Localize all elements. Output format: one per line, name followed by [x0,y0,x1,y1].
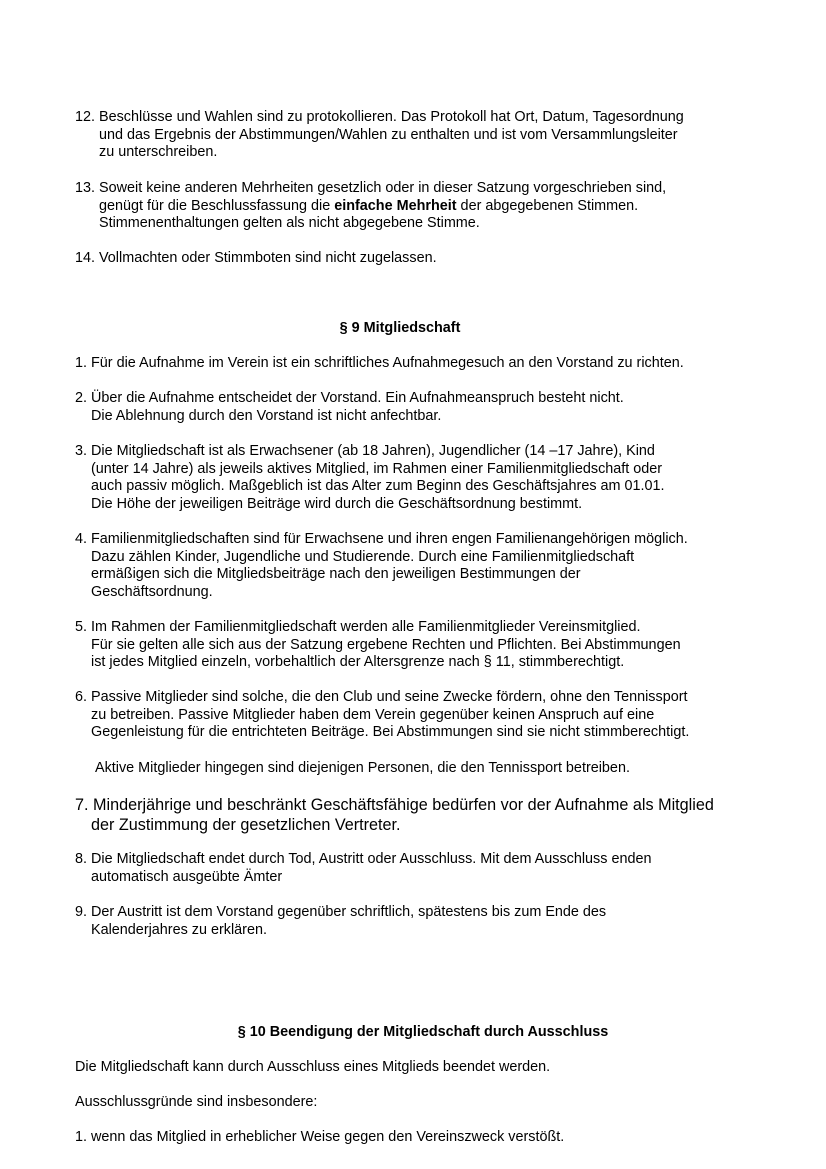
section9-item-6-note [95,760,630,778]
paragraph-line: Geschäftsordnung. [91,583,213,600]
emphasis-text: einfache Mehrheit [334,197,457,214]
paragraph-line: ist jedes Mitglied einzeln, vorbehaltlich der Altersgrenze nach § 11, stimmberechtigt. [91,654,625,670]
paragraph-line: 12. Beschlüsse und Wahlen sind zu protokollieren. Das Protokoll hat Ort, Datum, Tagesordnung [75,109,684,125]
paragraph-line: 8. Die Mitgliedschaft endet durch Tod, Austritt oder Ausschluss. Mit dem Ausschluss enden [75,851,652,867]
paragraph-line: Die Ablehnung durch den Vorstand ist nicht anfechtbar. [91,407,442,424]
paragraph-line: Gegenleistung für die entrichteten Beiträge. Bei Abstimmungen sind sie nicht stimmberechtigt. [91,724,690,740]
paragraph-line: und das Ergebnis der Abstimmungen/Wahlen zu enthalten und ist vom Versammlungsleiter [99,126,678,143]
paragraph-line: Die Höhe der jeweiligen Beiträge wird durch die Geschäftsordnung bestimmt. [91,495,583,512]
section9-item-6 [75,689,689,742]
paragraph-line: Für sie gelten alle sich aus der Satzung ergebene Rechten und Pflichten. Bei Abstimmungen [91,636,681,653]
paragraph-line: 3. Die Mitgliedschaft ist als Erwachsener (ab 18 Jahren), Jugendlicher (14 –17 Jahre), Kind [75,443,655,459]
paragraph-line: der Zustimmung der gesetzlichen Vertreter. [91,815,401,834]
paragraph-line: Ausschlussgründe sind insbesondere: [75,1094,318,1110]
paragraph-line: ermäßigen sich die Mitgliedsbeiträge nach den jeweiligen Bestimmungen der [91,566,581,582]
paragraph-line: Kalenderjahres zu erklären. [91,921,267,938]
paragraph-line: automatisch ausgeübte Ämter [91,868,283,885]
section9-item-7 [75,796,714,835]
section9-item-5 [75,619,681,672]
section10-reasons-label [75,1094,317,1112]
paragraph-line: auch passiv möglich. Maßgeblich ist das Alter zum Beginn des Geschäftsjahres am 01.01. [91,478,665,494]
paragraph-line: (unter 14 Jahre) als jeweils aktives Mitglied, im Rahmen einer Familienmitgliedschaft oder [91,460,663,477]
paragraph-line: zu betreiben. Passive Mitglieder haben dem Verein gegenüber keinen Anspruch auf eine [91,706,655,723]
text-fragment: genügt für die Beschlussfassung die [99,197,335,214]
paragraph-line: 2. Über die Aufnahme entscheidet der Vorstand. Ein Aufnahmeanspruch besteht nicht. [75,390,624,406]
section9-item-4 [75,531,688,601]
paragraph-line [75,198,666,216]
section9-item-9 [75,904,606,939]
paragraph-line: 13. Soweit keine anderen Mehrheiten gesetzlich oder in dieser Satzung vorgeschrieben sind, [75,180,667,196]
paragraph-line: 14. Vollmachten oder Stimmboten sind nicht zugelassen. [75,250,437,266]
section-heading-10: § 10 Beendigung der Mitgliedschaft durch Ausschluss [237,1024,609,1040]
section9-item-3 [75,443,665,513]
paragraph-line: 4. Familienmitgliedschaften sind für Erwachsene und ihren engen Familienangehörigen möglich. [75,531,688,547]
paragraph-item-13 [75,180,666,233]
paragraph-line: 5. Im Rahmen der Familienmitgliedschaft werden alle Familienmitglieder Vereinsmitglied. [75,619,641,635]
section-heading-9: § 9 Mitgliedschaft [339,320,461,336]
section10-intro [75,1059,550,1077]
paragraph-line: Die Mitgliedschaft kann durch Ausschluss eines Mitglieds beendet werden. [75,1059,551,1075]
section9-item-1 [75,355,684,373]
paragraph-line: 1. wenn das Mitglied in erheblicher Weise gegen den Vereinszweck verstößt. [75,1129,565,1145]
section9-item-2 [75,390,624,425]
paragraph-line: Stimmenenthaltungen gelten als nicht abgegebene Stimme. [99,215,480,231]
section10-item-1 [75,1129,564,1147]
paragraph-item-14 [75,250,437,268]
paragraph-item-12 [75,109,684,162]
paragraph-line: 9. Der Austritt ist dem Vorstand gegenüber schriftlich, spätestens bis zum Ende des [75,904,607,920]
paragraph-line: 1. Für die Aufnahme im Verein ist ein schriftliches Aufnahmegesuch an den Vorstand zu richten. [75,355,684,371]
paragraph-line: 7. Minderjährige und beschränkt Geschäftsfähige bedürfen vor der Aufnahme als Mitglied [75,796,714,814]
paragraph-line: Aktive Mitglieder hingegen sind diejenigen Personen, die den Tennissport betreiben. [95,760,630,776]
paragraph-line: 6. Passive Mitglieder sind solche, die den Club und seine Zwecke fördern, ohne den Tennissport [75,689,688,705]
section9-item-8 [75,851,651,886]
text-fragment: der abgegebenen Stimmen. [456,197,639,214]
paragraph-line: Dazu zählen Kinder, Jugendliche und Studierende. Durch eine Familienmitgliedschaft [91,548,635,565]
paragraph-line: zu unterschreiben. [99,144,218,160]
